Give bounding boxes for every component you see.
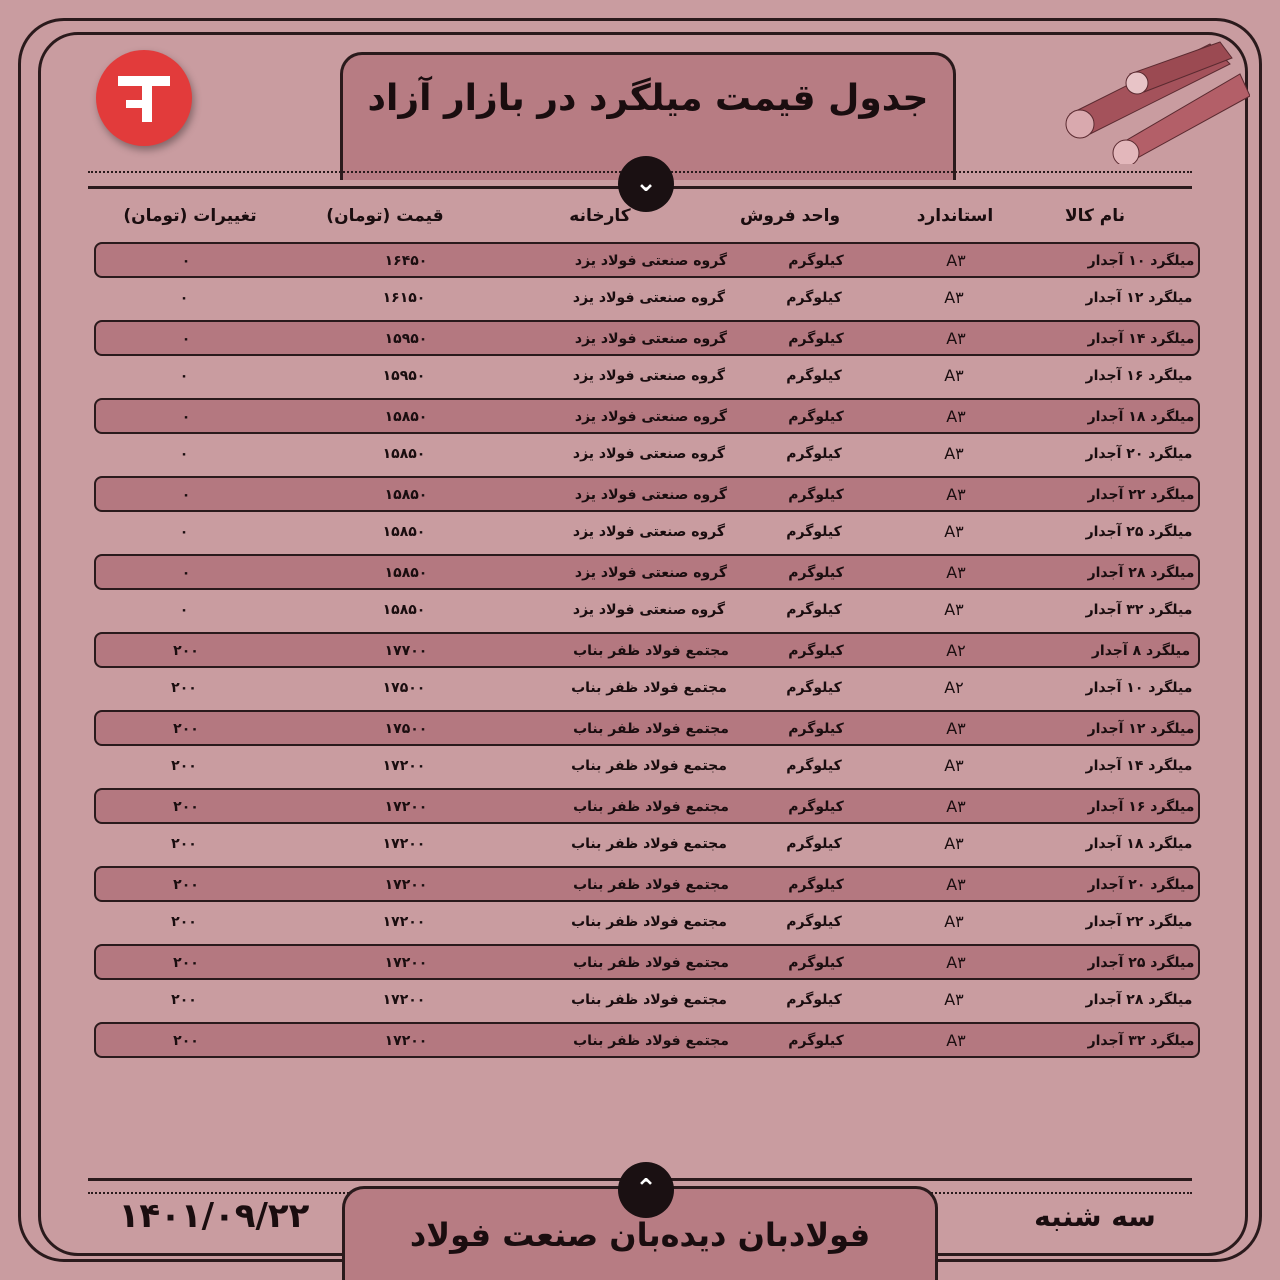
price-change: ۲۰۰ xyxy=(171,680,197,696)
sale-unit: کیلوگرم xyxy=(786,524,842,540)
table-row xyxy=(94,1022,1200,1058)
factory: مجتمع فولاد ظفر بناب xyxy=(571,758,727,774)
standard: A۳ xyxy=(944,834,964,853)
factory: گروه صنعتی فولاد یزد xyxy=(574,409,728,425)
sale-unit: کیلوگرم xyxy=(788,253,844,269)
price-change: ۲۰۰ xyxy=(173,721,199,737)
rebar-name: میلگرد ۱۰ آجدار xyxy=(1087,253,1195,269)
factory: مجتمع فولاد ظفر بناب xyxy=(571,680,727,696)
rebar-name: میلگرد ۸ آجدار xyxy=(1091,643,1191,659)
rebar-name: میلگرد ۳۲ آجدار xyxy=(1085,602,1193,618)
sale-unit: کیلوگرم xyxy=(786,602,842,618)
factory: گروه صنعتی فولاد یزد xyxy=(572,602,726,618)
price: ۱۵۸۵۰ xyxy=(384,487,428,503)
table-row xyxy=(94,359,1200,395)
rebar-name: میلگرد ۱۲ آجدار xyxy=(1087,721,1195,737)
sale-unit: کیلوگرم xyxy=(788,331,844,347)
table-header xyxy=(0,206,1280,236)
factory: مجتمع فولاد ظفر بناب xyxy=(573,877,729,893)
sale-unit: کیلوگرم xyxy=(788,877,844,893)
factory: مجتمع فولاد ظفر بناب xyxy=(571,836,727,852)
price: ۱۷۲۰۰ xyxy=(384,1033,428,1049)
price: ۱۷۲۰۰ xyxy=(382,992,426,1008)
rebar-bundle-icon xyxy=(1060,34,1250,164)
table-row xyxy=(94,242,1200,278)
price: ۱۷۲۰۰ xyxy=(382,758,426,774)
price-change: ۰ xyxy=(181,331,191,347)
standard: A۳ xyxy=(944,756,964,775)
table-row xyxy=(94,398,1200,434)
chevron-up-icon[interactable]: ⌃ xyxy=(618,1162,674,1218)
sale-unit: کیلوگرم xyxy=(786,836,842,852)
table-row xyxy=(94,944,1200,980)
rebar-name: میلگرد ۲۲ آجدار xyxy=(1087,487,1195,503)
price: ۱۶۱۵۰ xyxy=(382,290,426,306)
rebar-name: میلگرد ۲۸ آجدار xyxy=(1085,992,1193,1008)
table-row xyxy=(94,632,1200,668)
standard: A۳ xyxy=(946,329,966,348)
price-change: ۰ xyxy=(181,487,191,503)
rebar-name: میلگرد ۱۸ آجدار xyxy=(1087,409,1195,425)
factory: گروه صنعتی فولاد یزد xyxy=(574,487,728,503)
table-row xyxy=(94,437,1200,473)
table-row xyxy=(94,905,1200,941)
table-row xyxy=(94,515,1200,551)
price-change: ۲۰۰ xyxy=(171,992,197,1008)
price: ۱۵۸۵۰ xyxy=(384,565,428,581)
rebar-name: میلگرد ۱۸ آجدار xyxy=(1085,836,1193,852)
price-change: ۲۰۰ xyxy=(171,758,197,774)
standard: A۳ xyxy=(946,719,966,738)
standard: A۳ xyxy=(946,1031,966,1050)
sale-unit: کیلوگرم xyxy=(788,955,844,971)
col-name: نام کالا xyxy=(1064,206,1126,226)
price: ۱۶۴۵۰ xyxy=(384,253,428,269)
price-change: ۲۰۰ xyxy=(173,877,199,893)
price-change: ۰ xyxy=(179,602,189,618)
standard: A۳ xyxy=(944,444,964,463)
sale-unit: کیلوگرم xyxy=(788,487,844,503)
rebar-name: میلگرد ۲۰ آجدار xyxy=(1087,877,1195,893)
page-title: جدول قیمت میلگرد در بازار آزاد xyxy=(367,78,929,119)
price-change: ۰ xyxy=(179,446,189,462)
rebar-name: میلگرد ۲۰ آجدار xyxy=(1085,446,1193,462)
price: ۱۷۲۰۰ xyxy=(382,836,426,852)
price-change: ۲۰۰ xyxy=(171,914,197,930)
sale-unit: کیلوگرم xyxy=(788,1033,844,1049)
sale-unit: کیلوگرم xyxy=(786,446,842,462)
rebar-name: میلگرد ۲۵ آجدار xyxy=(1087,955,1195,971)
standard: A۳ xyxy=(944,522,964,541)
sale-unit: کیلوگرم xyxy=(788,721,844,737)
sale-unit: کیلوگرم xyxy=(788,643,844,659)
table-row xyxy=(94,593,1200,629)
price-change: ۲۰۰ xyxy=(171,836,197,852)
table-row xyxy=(94,788,1200,824)
price: ۱۵۸۵۰ xyxy=(384,409,428,425)
price-change: ۰ xyxy=(181,409,191,425)
price-change: ۰ xyxy=(179,290,189,306)
standard: A۳ xyxy=(946,953,966,972)
factory: گروه صنعتی فولاد یزد xyxy=(572,446,726,462)
factory: مجتمع فولاد ظفر بناب xyxy=(573,799,729,815)
rebar-name: میلگرد ۱۴ آجدار xyxy=(1085,758,1193,774)
factory: گروه صنعتی فولاد یزد xyxy=(574,331,728,347)
factory: گروه صنعتی فولاد یزد xyxy=(574,253,728,269)
price: ۱۷۷۰۰ xyxy=(384,643,428,659)
col-unit: واحد فروش xyxy=(739,206,841,226)
table-row xyxy=(94,476,1200,512)
standard: A۳ xyxy=(946,563,966,582)
price: ۱۵۹۵۰ xyxy=(384,331,428,347)
sale-unit: کیلوگرم xyxy=(786,914,842,930)
standard: A۳ xyxy=(946,797,966,816)
standard: A۳ xyxy=(944,990,964,1009)
price: ۱۷۲۰۰ xyxy=(384,955,428,971)
price: ۱۷۵۰۰ xyxy=(382,680,426,696)
rebar-name: میلگرد ۲۵ آجدار xyxy=(1085,524,1193,540)
col-change: تغییرات (تومان) xyxy=(123,206,257,226)
standard: A۳ xyxy=(944,912,964,931)
weekday-label: سه شنبه xyxy=(1034,1200,1156,1233)
tasnim-logo-icon[interactable] xyxy=(96,50,192,146)
price-change: ۰ xyxy=(181,565,191,581)
factory: گروه صنعتی فولاد یزد xyxy=(572,524,726,540)
col-factory: کارخانه xyxy=(569,206,631,226)
standard: A۳ xyxy=(944,600,964,619)
col-standard: استاندارد xyxy=(916,206,994,226)
rebar-name: میلگرد ۳۲ آجدار xyxy=(1087,1033,1195,1049)
standard: A۲ xyxy=(944,678,964,697)
price: ۱۵۹۵۰ xyxy=(382,368,426,384)
price: ۱۵۸۵۰ xyxy=(382,446,426,462)
price-change: ۲۰۰ xyxy=(173,643,199,659)
factory: مجتمع فولاد ظفر بناب xyxy=(573,955,729,971)
standard: A۳ xyxy=(946,407,966,426)
sale-unit: کیلوگرم xyxy=(786,290,842,306)
standard: A۳ xyxy=(946,485,966,504)
rebar-name: میلگرد ۲۲ آجدار xyxy=(1085,914,1193,930)
standard: A۳ xyxy=(944,366,964,385)
table-row xyxy=(94,866,1200,902)
price: ۱۵۸۵۰ xyxy=(382,524,426,540)
price-change: ۲۰۰ xyxy=(173,955,199,971)
standard: A۳ xyxy=(946,875,966,894)
factory: گروه صنعتی فولاد یزد xyxy=(572,368,726,384)
price: ۱۷۵۰۰ xyxy=(384,721,428,737)
factory: گروه صنعتی فولاد یزد xyxy=(574,565,728,581)
rebar-name: میلگرد ۱۶ آجدار xyxy=(1087,799,1195,815)
price-change: ۰ xyxy=(179,524,189,540)
price-change: ۰ xyxy=(181,253,191,269)
price-change: ۲۰۰ xyxy=(173,799,199,815)
col-price: قیمت (تومان) xyxy=(326,206,444,226)
standard: A۲ xyxy=(946,641,966,660)
rebar-name: میلگرد ۱۶ آجدار xyxy=(1085,368,1193,384)
factory: مجتمع فولاد ظفر بناب xyxy=(571,914,727,930)
rebar-name: میلگرد ۱۴ آجدار xyxy=(1087,331,1195,347)
rebar-name: میلگرد ۱۰ آجدار xyxy=(1085,680,1193,696)
table-row xyxy=(94,749,1200,785)
date-label: ۱۴۰۱/۰۹/۲۲ xyxy=(118,1196,310,1236)
table-row xyxy=(94,710,1200,746)
sale-unit: کیلوگرم xyxy=(786,992,842,1008)
price: ۱۵۸۵۰ xyxy=(382,602,426,618)
sale-unit: کیلوگرم xyxy=(786,680,842,696)
standard: A۳ xyxy=(944,288,964,307)
table-row xyxy=(94,671,1200,707)
sale-unit: کیلوگرم xyxy=(786,368,842,384)
price: ۱۷۲۰۰ xyxy=(382,914,426,930)
sale-unit: کیلوگرم xyxy=(788,409,844,425)
standard: A۳ xyxy=(946,251,966,270)
sale-unit: کیلوگرم xyxy=(788,565,844,581)
table-row xyxy=(94,827,1200,863)
table-row xyxy=(94,983,1200,1019)
price: ۱۷۲۰۰ xyxy=(384,877,428,893)
factory: مجتمع فولاد ظفر بناب xyxy=(573,721,729,737)
factory: گروه صنعتی فولاد یزد xyxy=(572,290,726,306)
table-row xyxy=(94,281,1200,317)
sale-unit: کیلوگرم xyxy=(788,799,844,815)
rebar-name: میلگرد ۲۸ آجدار xyxy=(1087,565,1195,581)
table-row xyxy=(94,320,1200,356)
factory: مجتمع فولاد ظفر بناب xyxy=(573,643,729,659)
price-change: ۰ xyxy=(179,368,189,384)
factory: مجتمع فولاد ظفر بناب xyxy=(573,1033,729,1049)
factory: مجتمع فولاد ظفر بناب xyxy=(571,992,727,1008)
table-row xyxy=(94,554,1200,590)
rebar-name: میلگرد ۱۲ آجدار xyxy=(1085,290,1193,306)
footer-brand: فولادبان دیده‌بان صنعت فولاد xyxy=(409,1216,871,1254)
price-change: ۲۰۰ xyxy=(173,1033,199,1049)
price: ۱۷۲۰۰ xyxy=(384,799,428,815)
chevron-down-icon[interactable]: ⌄ xyxy=(618,156,674,212)
sale-unit: کیلوگرم xyxy=(786,758,842,774)
